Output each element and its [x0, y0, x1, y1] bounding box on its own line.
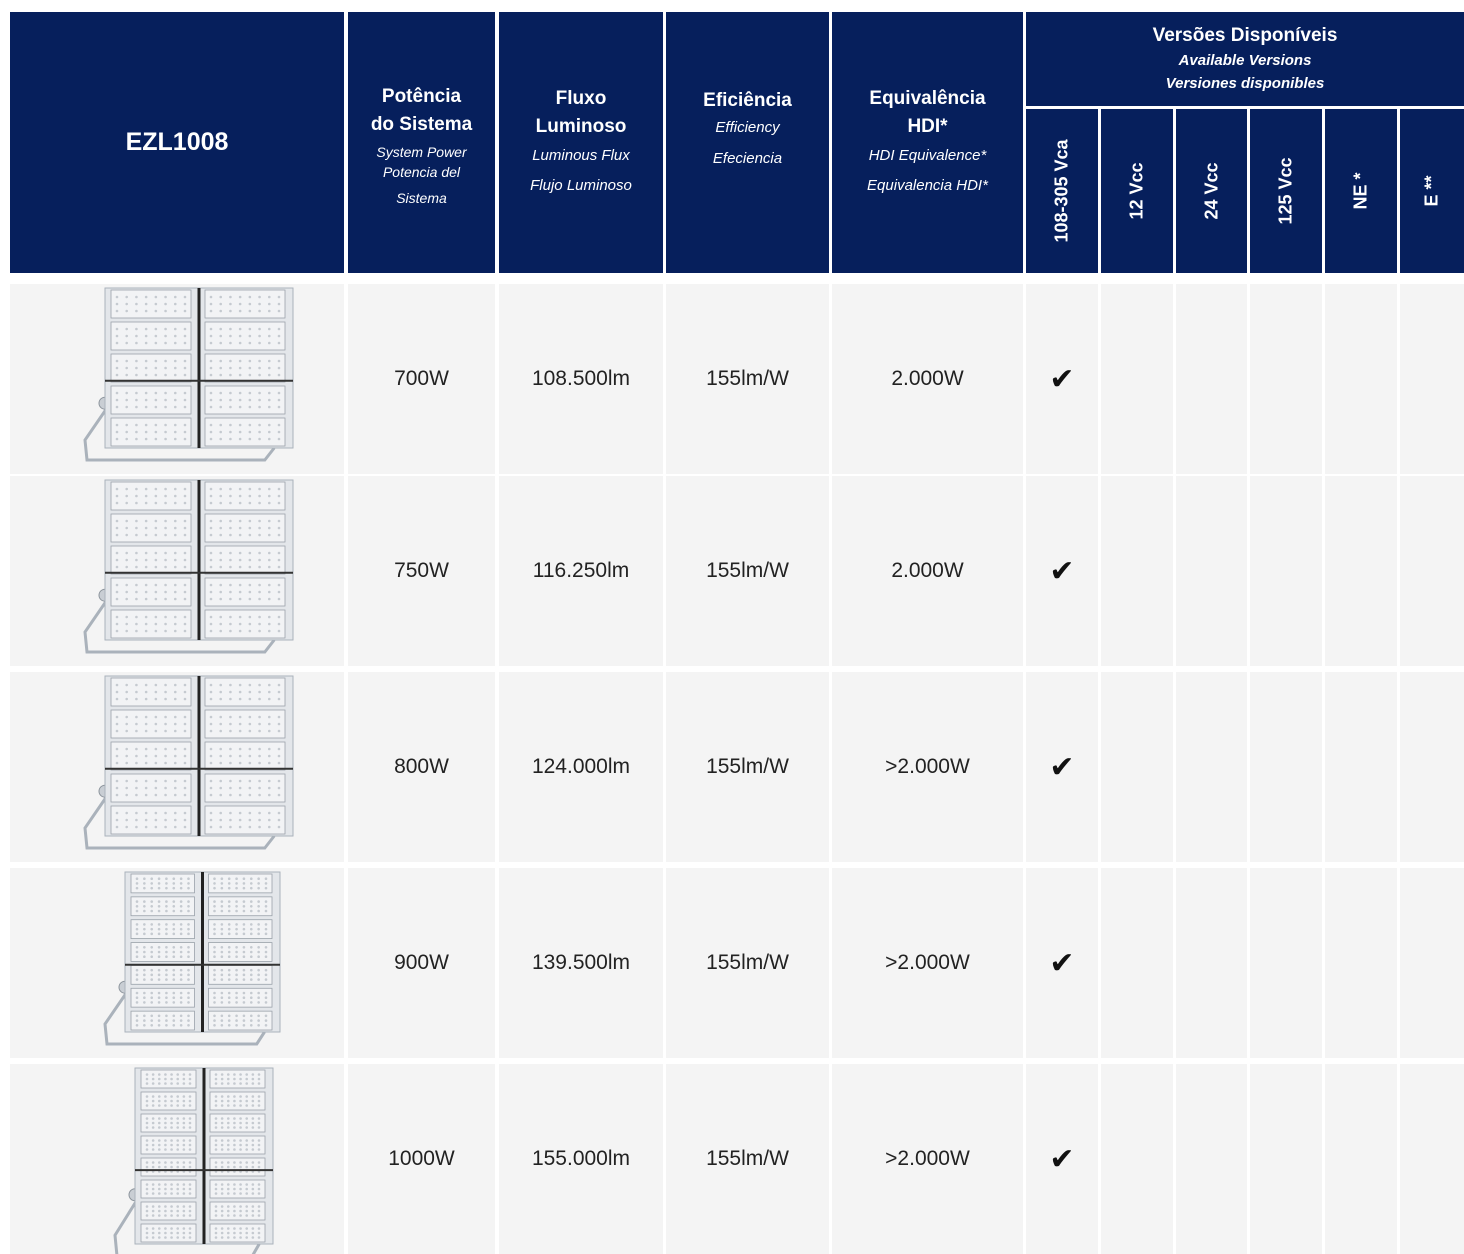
version-col-108-305vca	[1026, 109, 1098, 273]
floodlight-product-image	[10, 672, 344, 862]
version-108-305vca-cell	[1026, 476, 1098, 666]
hdi-sub-en: HDI Equivalence*	[868, 146, 987, 164]
hdi-title-line2: HDI*	[907, 115, 948, 137]
hdi-cell	[832, 476, 1023, 666]
hdi-header	[832, 12, 1023, 273]
version-24vcc-cell	[1176, 284, 1247, 474]
product-image	[10, 1064, 344, 1254]
power-sub-es2: Sistema	[396, 189, 447, 206]
efficiency-cell	[666, 476, 829, 666]
efficiency-sub-es: Efeciencia	[712, 149, 783, 167]
power-cell	[348, 672, 495, 862]
checkmark-icon: ✔	[1049, 749, 1075, 785]
power-cell	[348, 284, 495, 474]
checkmark-icon: ✔	[1049, 945, 1075, 981]
floodlight-product-image	[10, 1064, 344, 1254]
model-name: EZL1008	[125, 128, 229, 156]
product-image	[10, 476, 344, 666]
version-125vcc-cell	[1250, 1064, 1322, 1254]
version-108-305vca-cell	[1026, 284, 1098, 474]
flux-cell-text: 155.000lm	[531, 1147, 631, 1170]
version-col-12vcc	[1101, 109, 1173, 273]
efficiency-cell-text: 155lm/W	[706, 755, 789, 778]
power-title-line1: Potência	[381, 85, 462, 107]
versions-sub-es: Versiones disponibles	[1165, 75, 1325, 92]
efficiency-sub-en: Efficiency	[715, 118, 780, 136]
version-label: E **	[1421, 175, 1442, 207]
efficiency-cell-text: 155lm/W	[706, 1147, 789, 1170]
version-col-ne	[1325, 109, 1397, 273]
checkmark-icon: ✔	[1049, 361, 1075, 397]
product-image	[10, 284, 344, 474]
checkmark-icon: ✔	[1049, 1141, 1075, 1177]
hdi-cell-text: >2.000W	[885, 755, 970, 778]
efficiency-cell	[666, 1064, 829, 1254]
power-cell	[348, 868, 495, 1058]
version-label: 108-305 Vca	[1051, 139, 1072, 243]
version-col-24vcc	[1176, 109, 1247, 273]
power-cell	[348, 1064, 495, 1254]
flux-sub-es: Flujo Luminoso	[530, 176, 632, 194]
version-label: NE *	[1350, 172, 1371, 210]
efficiency-cell	[666, 868, 829, 1058]
power-cell	[348, 476, 495, 666]
versions-header	[1026, 12, 1464, 106]
version-108-305vca-cell	[1026, 672, 1098, 862]
hdi-cell-text: 2.000W	[891, 367, 964, 390]
model-header	[10, 12, 344, 273]
version-ne-cell	[1325, 1064, 1397, 1254]
version-ne-cell	[1325, 868, 1397, 1058]
flux-cell-text: 116.250lm	[532, 559, 630, 582]
version-e-cell	[1400, 476, 1464, 666]
efficiency-cell	[666, 284, 829, 474]
version-e-cell	[1400, 672, 1464, 862]
power-cell-text: 900W	[394, 951, 449, 974]
hdi-cell-text: >2.000W	[885, 951, 970, 974]
version-e-cell	[1400, 284, 1464, 474]
hdi-cell-text: >2.000W	[885, 1147, 970, 1170]
power-sub-es1: Potencia del	[382, 163, 461, 180]
floodlight-product-image	[10, 284, 344, 474]
checkmark-icon: ✔	[1049, 553, 1075, 589]
version-label: 24 Vcc	[1201, 162, 1221, 220]
version-ne-cell	[1325, 672, 1397, 862]
flux-title-line2: Luminoso	[535, 115, 627, 137]
hdi-cell	[832, 1064, 1023, 1254]
version-125vcc-cell	[1250, 868, 1322, 1058]
flux-cell-text: 124.000lm	[531, 755, 631, 778]
efficiency-cell-text: 155lm/W	[706, 951, 789, 974]
version-125vcc-cell	[1250, 284, 1322, 474]
power-cell-text: 750W	[394, 559, 449, 582]
hdi-sub-es: Equivalencia HDI*	[867, 176, 988, 194]
version-12vcc-cell	[1101, 284, 1173, 474]
hdi-cell	[832, 672, 1023, 862]
flux-cell	[499, 476, 663, 666]
efficiency-title: Eficiência	[703, 89, 792, 111]
flux-title-line1: Fluxo	[555, 87, 607, 109]
version-12vcc-cell	[1101, 1064, 1173, 1254]
hdi-title-line1: Equivalência	[869, 87, 986, 109]
flux-cell-text: 139.500lm	[531, 951, 631, 974]
power-cell-text: 800W	[394, 755, 449, 778]
version-e-cell	[1400, 1064, 1464, 1254]
product-image	[10, 868, 344, 1058]
versions-sub-en: Available Versions	[1178, 52, 1312, 69]
version-12vcc-cell	[1101, 672, 1173, 862]
efficiency-cell	[666, 672, 829, 862]
version-24vcc-cell	[1176, 1064, 1247, 1254]
version-12vcc-cell	[1101, 868, 1173, 1058]
version-col-125vcc	[1250, 109, 1322, 273]
version-125vcc-cell	[1250, 476, 1322, 666]
version-24vcc-cell	[1176, 476, 1247, 666]
product-image	[10, 672, 344, 862]
version-ne-cell	[1325, 476, 1397, 666]
efficiency-cell-text: 155lm/W	[706, 367, 789, 390]
floodlight-product-image	[10, 868, 344, 1058]
version-24vcc-cell	[1176, 672, 1247, 862]
version-label: 12 Vcc	[1126, 162, 1147, 220]
version-125vcc-cell	[1250, 672, 1322, 862]
flux-cell-text: 108.500lm	[531, 367, 631, 390]
hdi-cell-text: 2.000W	[891, 559, 964, 582]
hdi-cell	[832, 868, 1023, 1058]
power-title-line2: do Sistema	[370, 113, 473, 135]
version-12vcc-cell	[1101, 476, 1173, 666]
floodlight-product-image	[10, 476, 344, 666]
version-label: 125 Vcc	[1275, 157, 1296, 225]
version-e-cell	[1400, 868, 1464, 1058]
hdi-cell	[832, 284, 1023, 474]
flux-cell	[499, 1064, 663, 1254]
flux-cell	[499, 284, 663, 474]
version-col-e	[1400, 109, 1464, 273]
versions-title: Versões Disponíveis	[1152, 25, 1338, 46]
flux-sub-en: Luminous Flux	[532, 146, 630, 164]
efficiency-cell-text: 155lm/W	[706, 559, 789, 582]
flux-cell	[499, 868, 663, 1058]
flux-header	[499, 12, 663, 273]
version-24vcc-cell	[1176, 868, 1247, 1058]
power-sub-en: System Power	[376, 143, 467, 160]
efficiency-header	[666, 12, 829, 273]
flux-cell	[499, 672, 663, 862]
power-cell-text: 1000W	[388, 1147, 455, 1170]
power-cell-text: 700W	[394, 367, 449, 390]
version-108-305vca-cell	[1026, 868, 1098, 1058]
version-ne-cell	[1325, 284, 1397, 474]
power-header	[348, 12, 495, 273]
version-108-305vca-cell	[1026, 1064, 1098, 1254]
